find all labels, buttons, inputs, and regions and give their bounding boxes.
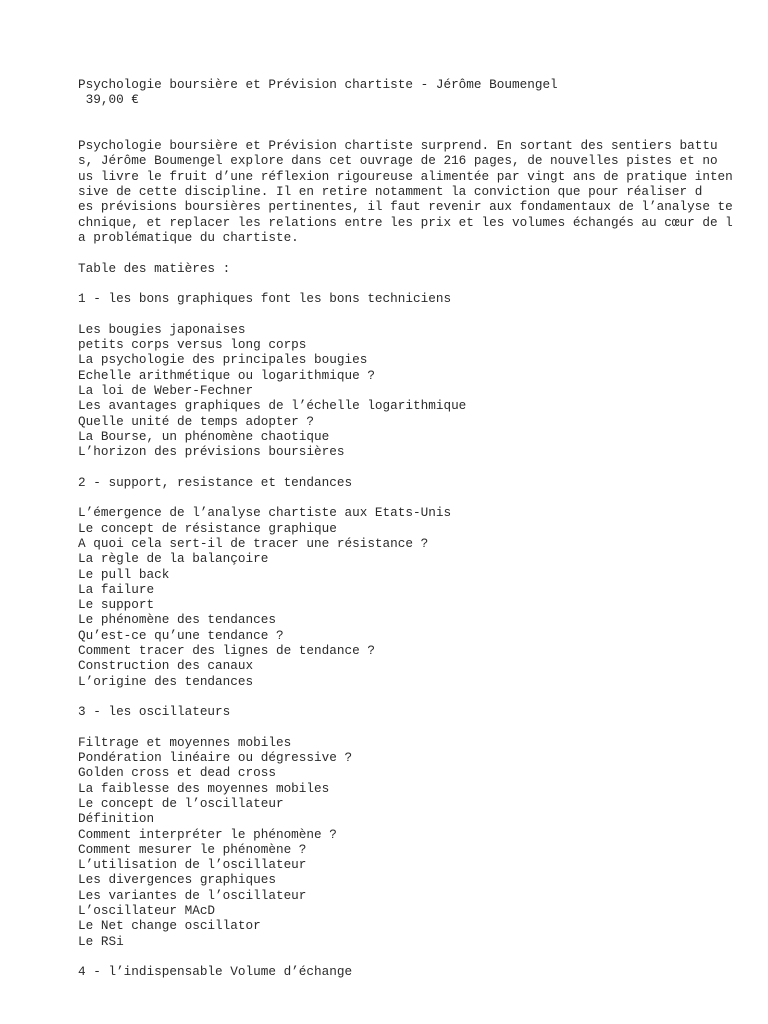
toc-item: Quelle unité de temps adopter ? <box>78 413 315 429</box>
toc-item: Echelle arithmétique ou logarithmique ? <box>78 367 375 383</box>
toc-section-title: 1 - les bons graphiques font les bons techniciens <box>78 291 452 307</box>
toc-item: Le pull back <box>78 566 170 582</box>
toc-item: Comment tracer des lignes de tendance ? <box>78 642 375 658</box>
toc-item: La failure <box>78 581 155 597</box>
toc-item: Les avantages graphiques de l’échelle logarithmique <box>78 398 467 414</box>
description-line: us livre le fruit d’une réflexion rigoureuse alimentée par vingt ans de pratique inten <box>78 168 733 184</box>
toc-item: Définition <box>78 811 155 827</box>
book-description <box>78 138 758 245</box>
toc-item: La Bourse, un phénomène chaotique <box>78 428 330 444</box>
toc-section <box>78 291 758 475</box>
description-line: Psychologie boursière et Prévision chartiste surprend. En sortant des sentiers battu <box>78 138 718 154</box>
toc-item: L’origine des tendances <box>78 673 254 689</box>
toc-item: A quoi cela sert-il de tracer une résistance ? <box>78 535 429 551</box>
toc-item: L’oscillateur MAcD <box>78 903 216 919</box>
toc-item: L’émergence de l’analyse chartiste aux Etats-Unis <box>78 505 452 521</box>
toc-section-title: 4 - l’indispensable Volume d’échange <box>78 964 353 980</box>
description-line: s, Jérôme Boumengel explore dans cet ouvrage de 216 pages, de nouvelles pistes et no <box>78 153 718 169</box>
toc-section <box>78 964 758 979</box>
description-line: es prévisions boursières pertinentes, il faut revenir aux fondamentaux de l’analyse te <box>78 199 733 215</box>
toc-item: La loi de Weber-Fechner <box>78 382 254 398</box>
toc-item: L’horizon des prévisions boursières <box>78 444 345 460</box>
book-title: Psychologie boursière et Prévision chartiste - Jérôme Boumengel <box>78 77 558 92</box>
toc-item: Pondération linéaire ou dégressive ? <box>78 750 353 766</box>
toc-section-title: 3 - les oscillateurs <box>78 704 231 720</box>
toc-item: Comment mesurer le phénomène ? <box>78 841 307 857</box>
toc-item: Le concept de résistance graphique <box>78 520 337 536</box>
toc-item: Construction des canaux <box>78 658 254 674</box>
toc-section <box>78 475 758 704</box>
description-line: sive de cette discipline. Il en retire notamment la conviction que pour réaliser d <box>78 184 703 200</box>
toc-section-title: 2 - support, resistance et tendances <box>78 474 353 490</box>
document-page <box>78 77 758 980</box>
description-line: a problématique du chartiste. <box>78 229 299 245</box>
toc-item: Le Net change oscillator <box>78 918 261 934</box>
toc-item: Les bougies japonaises <box>78 321 246 337</box>
description-line: chnique, et replacer les relations entre les prix et les volumes échangés au cœur de l <box>78 214 733 230</box>
toc-item: Le phénomène des tendances <box>78 612 276 628</box>
toc-item: La psychologie des principales bougies <box>78 352 368 368</box>
toc-heading: Table des matières : <box>78 260 231 276</box>
toc-item: petits corps versus long corps <box>78 337 307 353</box>
toc-item: Les divergences graphiques <box>78 872 276 888</box>
toc-item: La règle de la balançoire <box>78 551 269 567</box>
toc-item: Les variantes de l’oscillateur <box>78 887 307 903</box>
toc-item: Qu’est-ce qu’une tendance ? <box>78 627 284 643</box>
toc-item: L’utilisation de l’oscillateur <box>78 857 307 873</box>
book-price: 39,00 € <box>78 92 139 108</box>
toc-item: Comment interpréter le phénomène ? <box>78 826 337 842</box>
toc-item: La faiblesse des moyennes mobiles <box>78 780 330 796</box>
toc-item: Le support <box>78 597 155 613</box>
table-of-contents <box>78 291 758 979</box>
toc-item: Golden cross et dead cross <box>78 765 276 781</box>
toc-item: Le RSi <box>78 933 124 949</box>
toc-item: Le concept de l’oscillateur <box>78 795 284 811</box>
toc-section <box>78 704 758 964</box>
toc-item: Filtrage et moyennes mobiles <box>78 734 292 750</box>
